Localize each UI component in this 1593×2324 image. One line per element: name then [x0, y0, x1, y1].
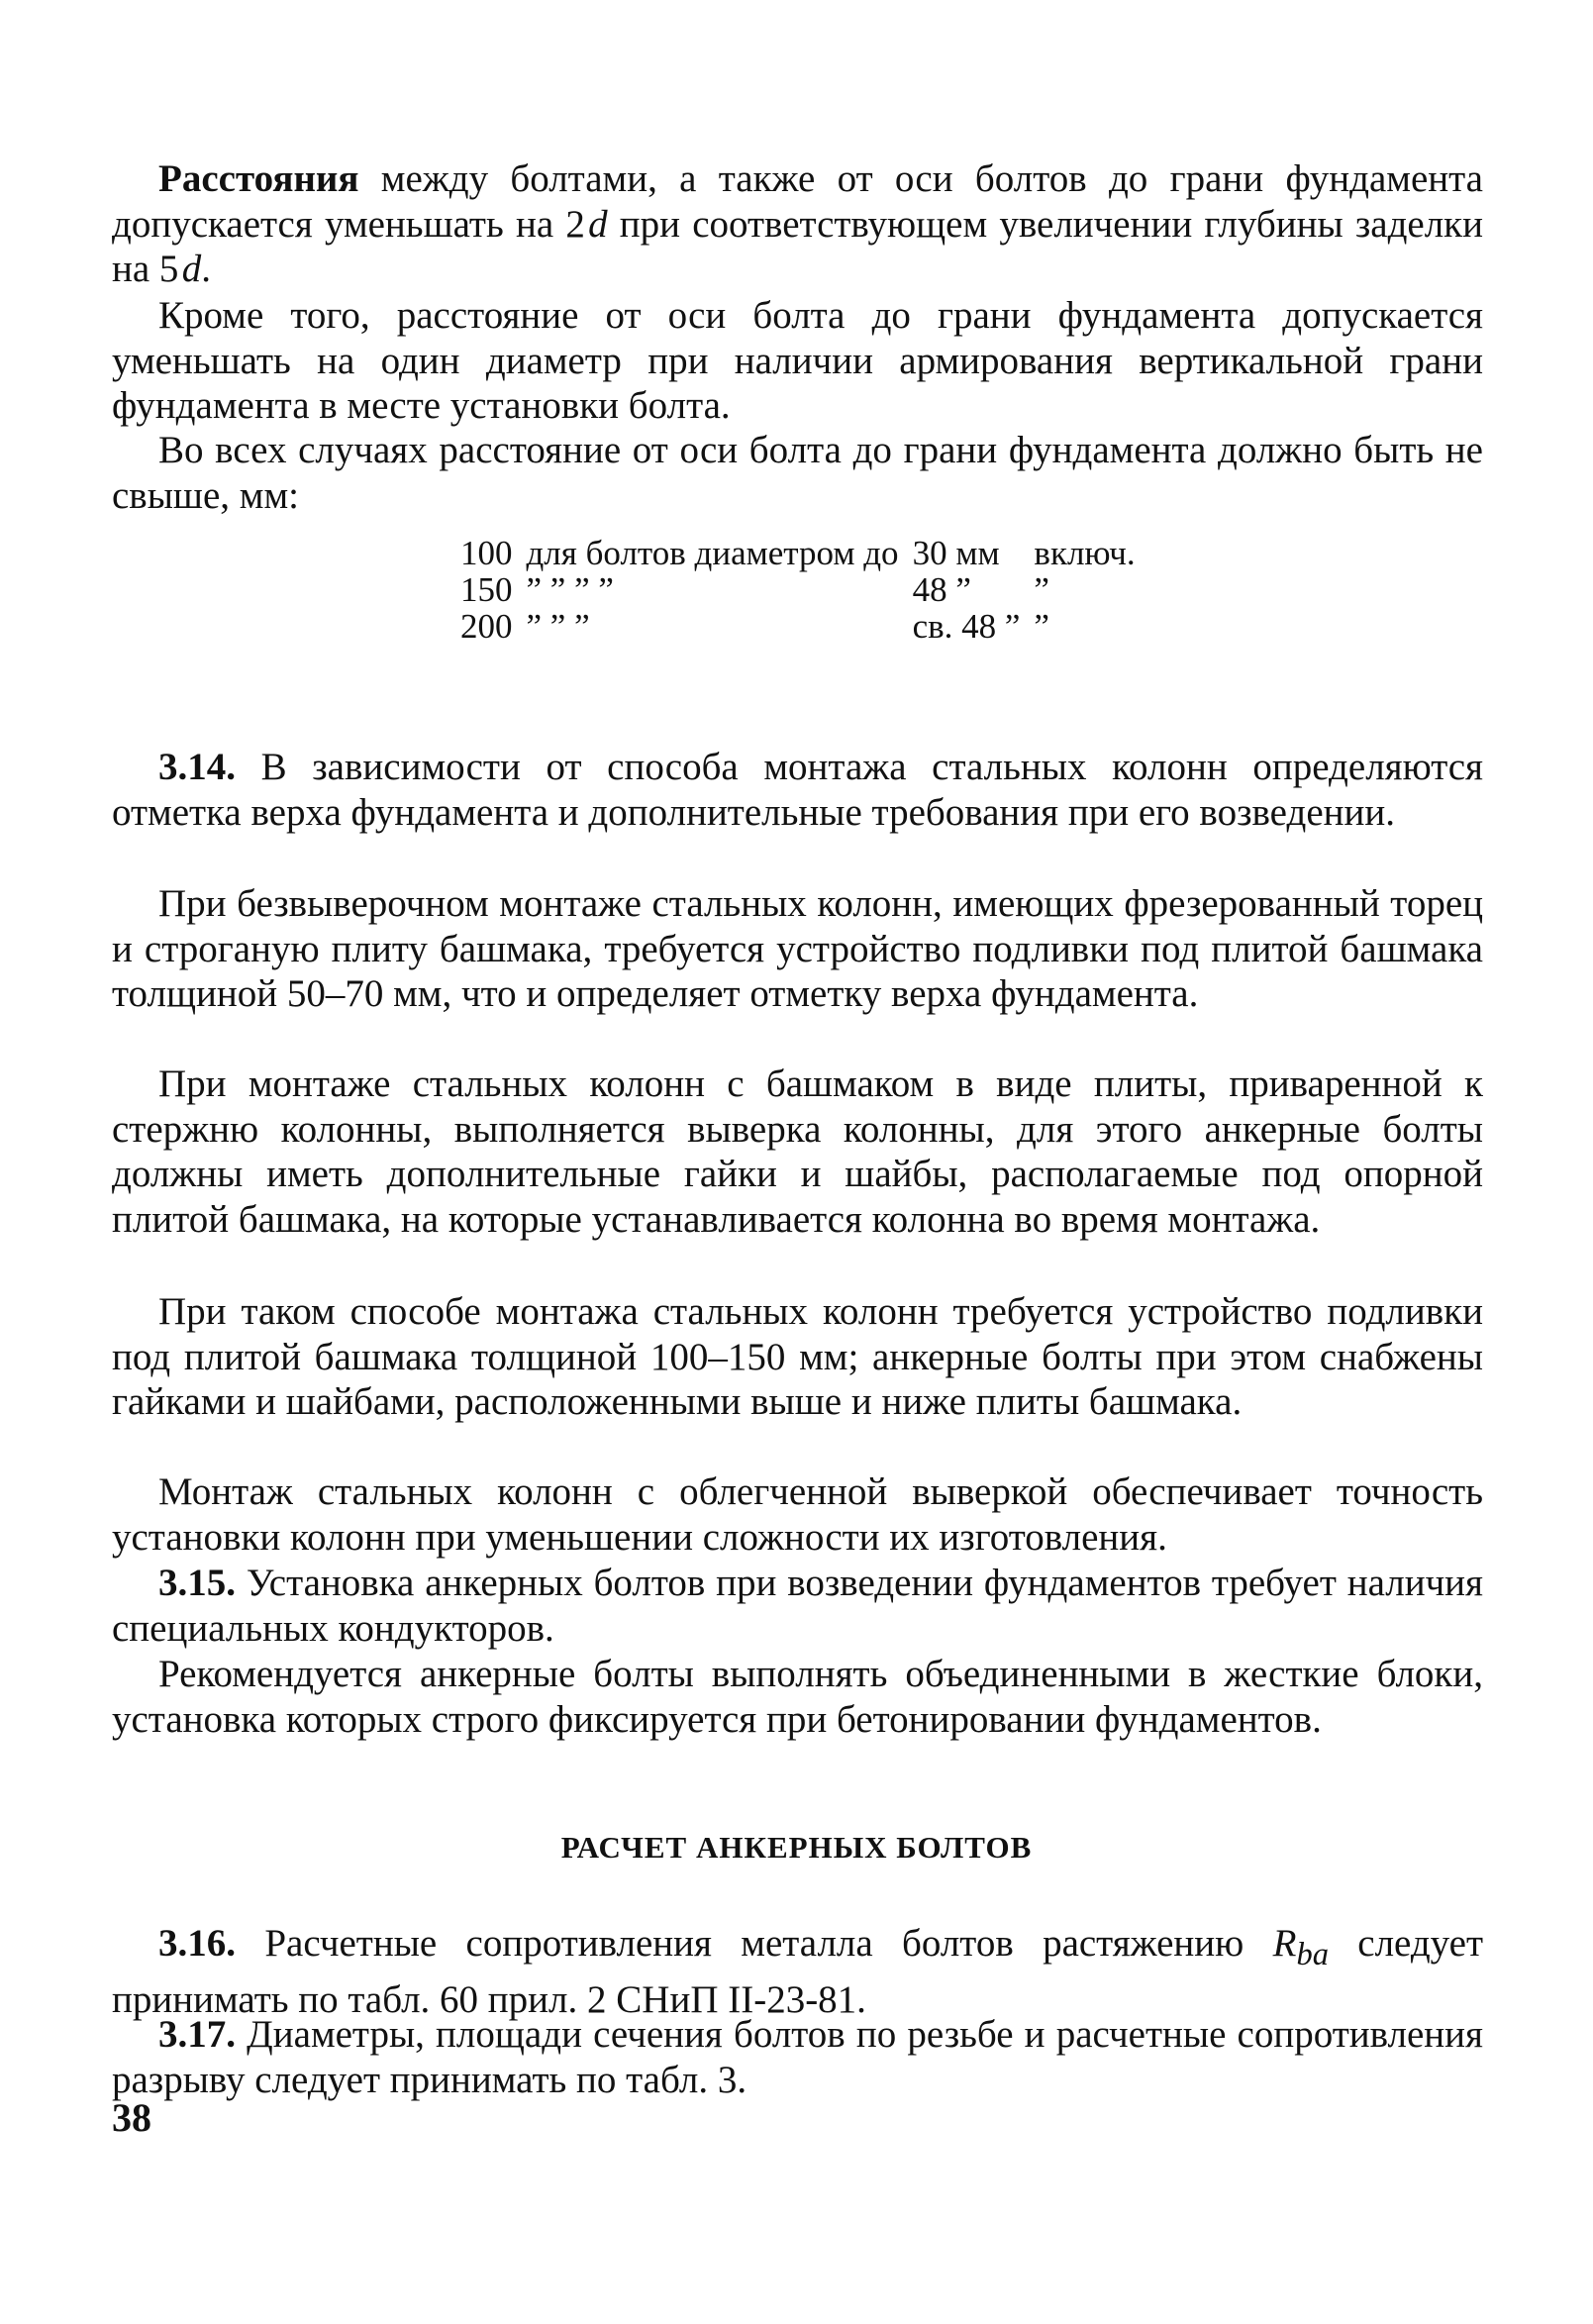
- paragraph-light-verification: Монтаж стальных колонн с облегченной выверкой обеспечивает точность установки колонн при уменьшении сложности их изготовления.: [112, 1470, 1483, 1559]
- section-number: 3.15.: [158, 1562, 236, 1604]
- paragraph-3-14: 3.14. В зависимости от способа монтажа стальных колонн определяются отметка верха фундамента и дополнительные требования при его возведении.: [112, 746, 1483, 834]
- section-heading: РАСЧЕТ АНКЕРНЫХ БОЛТОВ: [560, 1830, 1033, 1865]
- table-row: [460, 535, 1149, 571]
- paragraph-bolt-spacing: Расстояния между болтами, а также от оси болтов до грани фундамента допускается уменьшать на 2 d при соответствующем увеличении глубины заделки на 5 d.: [112, 157, 1483, 290]
- section-number: 3.17.: [158, 2013, 236, 2056]
- paragraph-verified-mounting: При монтаже стальных колонн с башмаком в виде плиты, приваренной к стержню колонны, выполняется выверка колонны, для этого анкерные болты должны иметь дополнительные гайки и шайбы, располагаемые под опорной плитой башмака, на которые устанавливается колонна во время монтажа.: [112, 1062, 1483, 1241]
- table-cell: св. 48 ”: [912, 607, 1021, 646]
- paragraph-reinforcement: Кроме того, расстояние от оси болта до грани фундамента допускается уменьшать на один диаметр при наличии армирования вертикальной грани фундамента в месте установки болта.: [112, 294, 1483, 427]
- table-cell: 30 мм: [912, 534, 1000, 572]
- paragraph-3-17: 3.17. Диаметры, площади сечения болтов по резьбе и расчетные сопротивления разрыву следует принимать по табл. 3.: [112, 2013, 1483, 2101]
- table-cell: 200: [460, 607, 513, 646]
- table-cell: ” ” ”: [526, 607, 590, 646]
- table-cell: 100: [460, 534, 513, 572]
- table-cell: 48 ”: [912, 570, 971, 609]
- page-number: 38: [112, 2095, 151, 2140]
- section-number: 3.16.: [158, 1922, 236, 1965]
- paragraph-bolt-blocks: Рекомендуется анкерные болты выполнять объединенными в жесткие блоки, установка которых строго фиксируется при бетонировании фундаментов.: [112, 1653, 1483, 1741]
- section-number: 3.14.: [158, 746, 236, 788]
- table-cell: ”: [1034, 570, 1049, 609]
- paragraph-grout-thickness: При таком способе монтажа стальных колонн требуется устройство подливки под плитой башмака толщиной 100–150 мм; анкерные болты при этом снабжены гайками и шайбами, расположенными выше и ниже плиты башмака.: [112, 1290, 1483, 1423]
- distance-table: [460, 535, 1149, 645]
- table-cell: для болтов диаметром до: [526, 534, 899, 572]
- paragraph-unverified-mounting: При безвыверочном монтаже стальных колонн, имеющих фрезерованный торец и строганую плиту башмака, требуется устройство подливки под плитой башмака толщиной 50–70 мм, что и определяет отметку верха фундамента.: [112, 882, 1483, 1015]
- table-row: [460, 571, 1149, 608]
- table-cell: 150: [460, 570, 513, 609]
- table-row: [460, 608, 1149, 645]
- paragraph-max-distance: Во всех случаях расстояние от оси болта до грани фундамента должно быть не свыше, мм:: [112, 429, 1483, 517]
- table-cell: ” ” ” ”: [526, 570, 614, 609]
- table-cell: ”: [1034, 607, 1049, 646]
- table-cell: включ.: [1034, 534, 1136, 572]
- paragraph-3-15: 3.15. Установка анкерных болтов при возведении фундаментов требует наличия специальных кондукторов.: [112, 1562, 1483, 1650]
- lead-word: Расстояния: [158, 157, 359, 200]
- paragraph-3-16: 3.16. Расчетные сопротивления металла болтов растяжению $R_{ba}$ следует принимать по табл. 60 прил. 2 СНиП II-23-81.: [112, 1922, 1484, 2022]
